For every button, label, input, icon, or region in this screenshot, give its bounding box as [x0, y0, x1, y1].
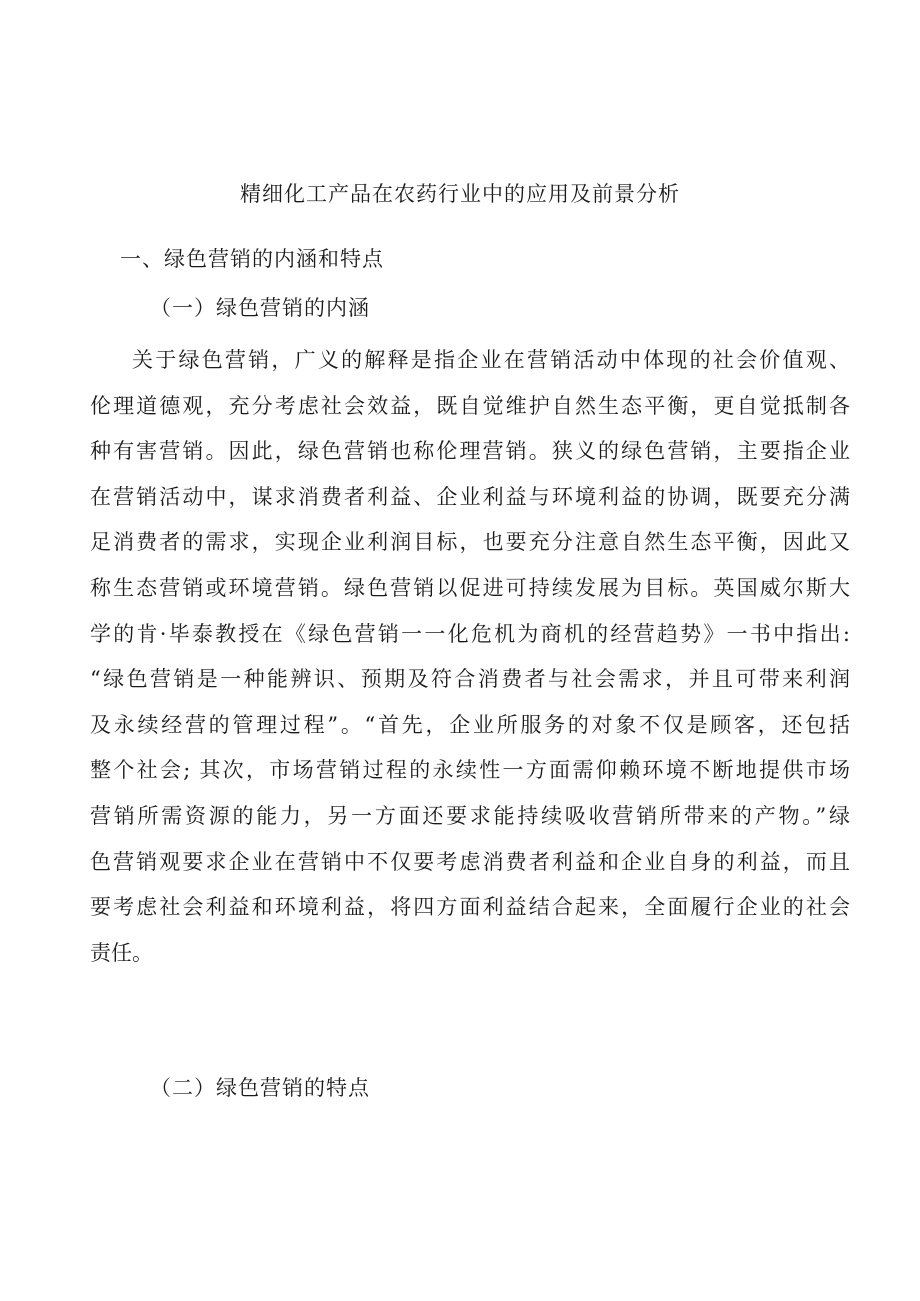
- paragraph-line: 足消费者的需求，实现企业利润目标，也要充分注意自然生态平衡，因此又: [90, 530, 850, 555]
- paragraph-line: 学的肯·毕泰教授在《绿色营销一一化危机为商机的经营趋势》一书中指出:: [90, 621, 850, 646]
- paragraph-line: 整个社会; 其次，市场营销过程的永续性一方面需仰赖环境不断地提供市场: [90, 758, 850, 783]
- paragraph-line: 营销所需资源的能力，另一方面还要求能持续吸收营销所带来的产物。”绿: [90, 803, 850, 828]
- paragraph-line: 色营销观要求企业在营销中不仅要考虑消费者利益和企业自身的利益，而且: [90, 849, 850, 874]
- subsection-heading-connotation: （一）绿色营销的内涵: [150, 296, 370, 320]
- paragraph-line: 称生态营销或环境营销。绿色营销以促进可持续发展为目标。英国威尔斯大: [90, 575, 850, 600]
- paragraph-line: 及永续经营的管理过程”。“首先，企业所服务的对象不仅是顾客，还包括: [90, 712, 850, 737]
- paragraph-line: 伦理道德观，充分考虑社会效益，既自觉维护自然生态平衡，更自觉抵制各: [90, 393, 850, 418]
- paragraph-line: 责任。: [90, 940, 153, 965]
- paragraph-line: 在营销活动中，谋求消费者利益、企业利益与环境利益的协调，既要充分满: [90, 484, 850, 509]
- paragraph-line: 关于绿色营销，广义的解释是指企业在营销活动中体现的社会价值观、: [132, 348, 850, 372]
- paragraph-line: 要考虑社会利益和环境利益，将四方面利益结合起来，全面履行企业的社会: [90, 895, 850, 920]
- paragraph-line: 种有害营销。因此，绿色营销也称伦理营销。狭义的绿色营销，主要指企业: [90, 439, 850, 464]
- subsection-heading-features: （二）绿色营销的特点: [150, 1076, 370, 1100]
- paragraph-line: “绿色营销是一种能辨识、预期及符合消费者与社会需求，并且可带来利润: [90, 667, 850, 692]
- body-paragraph: [90, 338, 850, 976]
- document-title: 精细化工产品在农药行业中的应用及前景分析: [240, 182, 680, 206]
- section-heading: 一、绿色营销的内涵和特点: [120, 247, 384, 271]
